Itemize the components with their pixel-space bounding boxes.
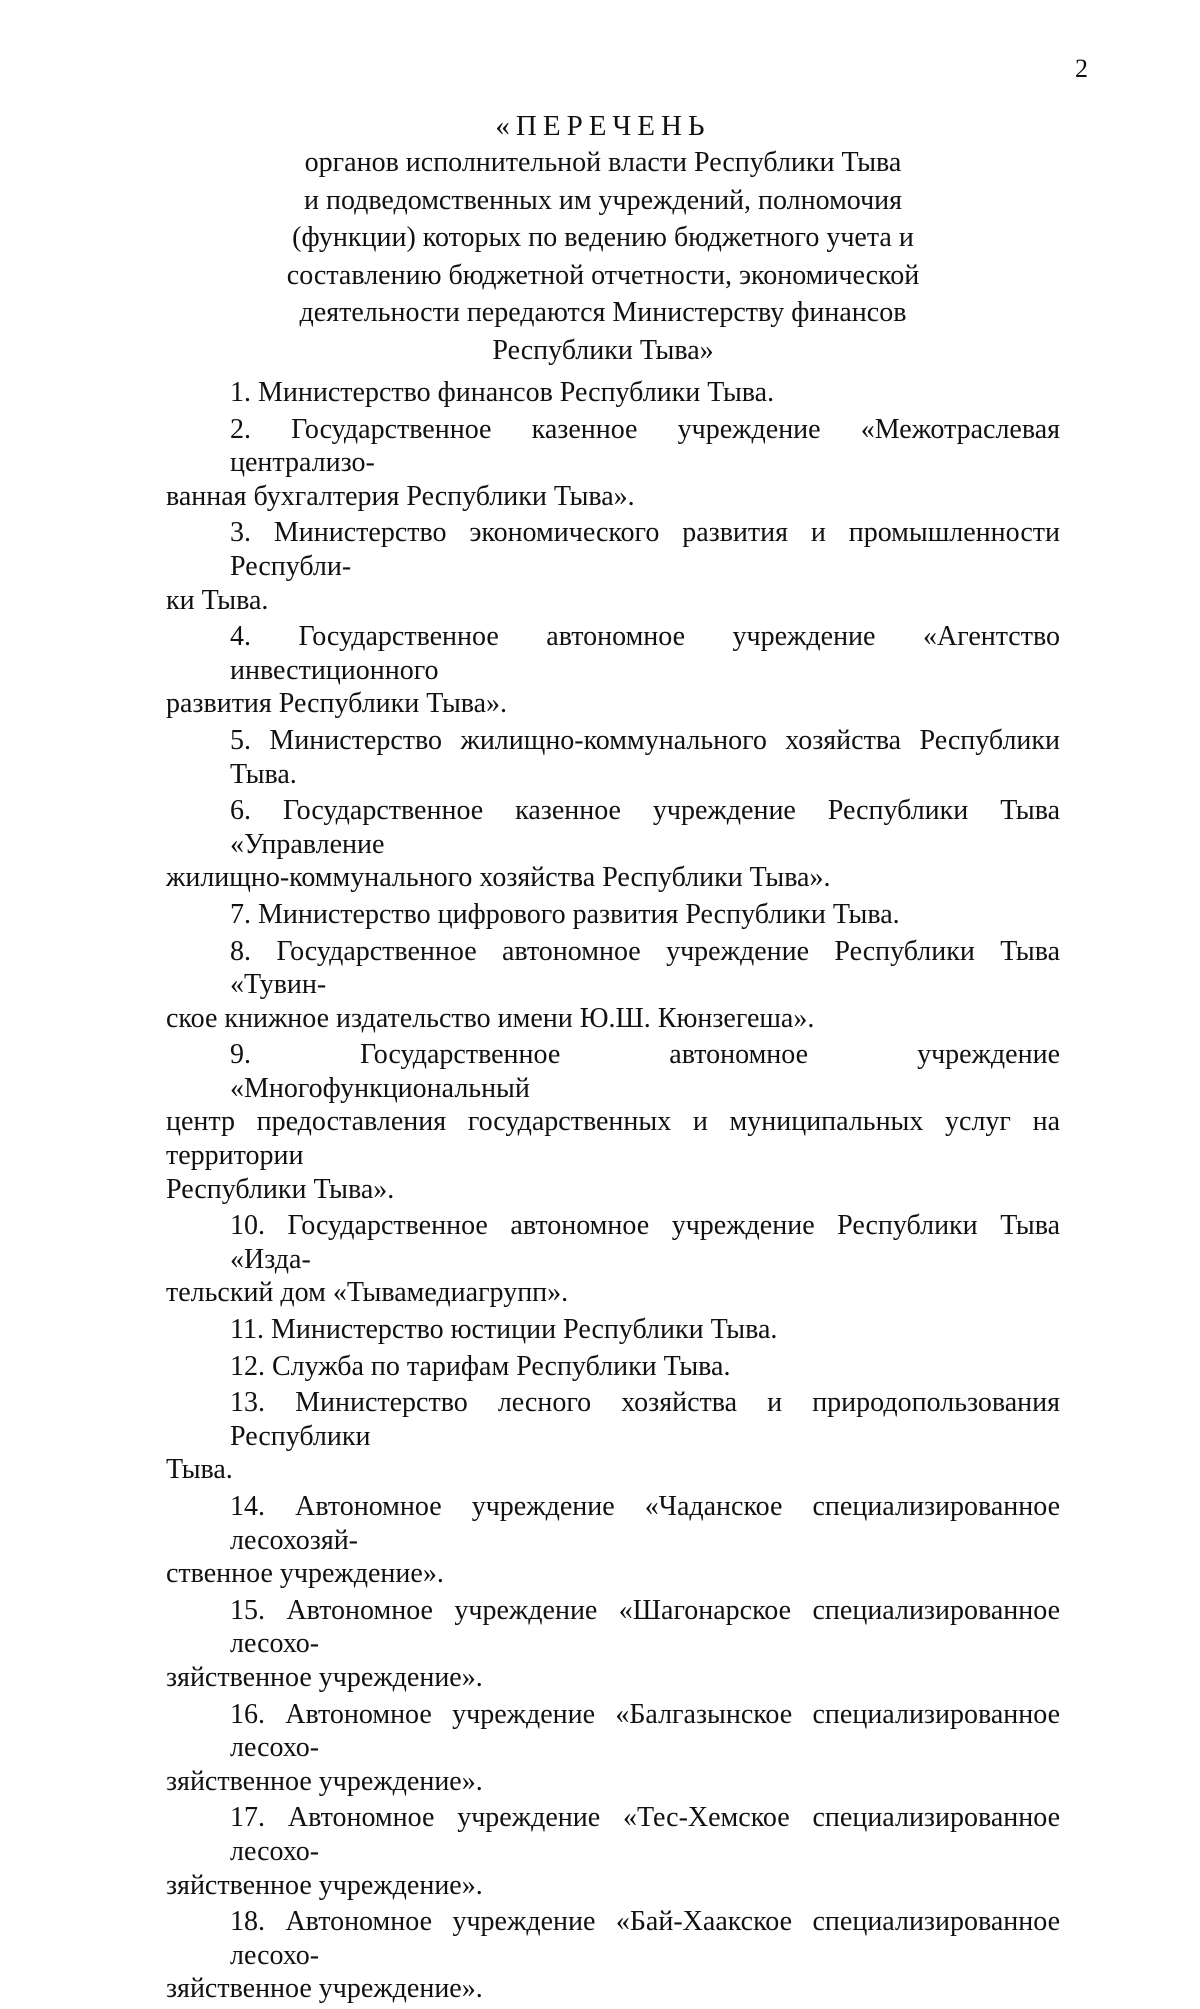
list-item bbox=[166, 898, 1060, 932]
list-item-line: 5. Министерство жилищно-коммунального хозяйства Республики Тыва. bbox=[230, 724, 1060, 790]
list-item-line: 17. Автономное учреждение «Тес-Хемское специализированное лесохо- bbox=[230, 1802, 1060, 1867]
list-item bbox=[166, 794, 1060, 895]
list-item bbox=[166, 1801, 1060, 1902]
list-item bbox=[166, 1905, 1060, 2006]
list-item bbox=[166, 1038, 1060, 1206]
list-item bbox=[166, 516, 1060, 617]
list-item-line: жилищно-коммунального хозяйства Республики Тыва». bbox=[166, 862, 831, 894]
document-subtitle bbox=[160, 144, 1046, 370]
list-item bbox=[166, 376, 1060, 410]
list-item bbox=[166, 1698, 1060, 1799]
list-item-line: 15. Автономное учреждение «Шагонарское специализированное лесохо- bbox=[230, 1594, 1060, 1660]
list-item-line: ское книжное издательство имени Ю.Ш. Кюнзегеша». bbox=[166, 1002, 815, 1034]
list-item bbox=[166, 935, 1060, 1036]
list-item bbox=[166, 1490, 1060, 1591]
list-item-line: 12. Служба по тарифам Республики Тыва. bbox=[230, 1350, 731, 1382]
list-item bbox=[166, 1209, 1060, 1310]
list-item-line: 11. Министерство юстиции Республики Тыва. bbox=[230, 1314, 778, 1346]
subtitle-line: деятельности передаются Министерству финансов bbox=[299, 297, 907, 329]
list-item-line: ки Тыва. bbox=[166, 584, 269, 616]
list-item-line: развития Республики Тыва». bbox=[166, 688, 508, 720]
list-item bbox=[166, 620, 1060, 721]
subtitle-line: органов исполнительной власти Республики Тыва bbox=[304, 147, 902, 178]
institution-list bbox=[166, 376, 1060, 2009]
subtitle-line: составлению бюджетной отчетности, экономической bbox=[286, 259, 920, 291]
list-item-line: 13. Министерство лесного хозяйства и природопользования Республики bbox=[230, 1387, 1060, 1452]
list-item bbox=[166, 1313, 1060, 1347]
list-item bbox=[166, 413, 1060, 514]
list-item-line: 8. Государственное автономное учреждение Республики Тыва «Тувин- bbox=[230, 935, 1060, 1001]
subtitle-line: (функции) которых по ведению бюджетного учета и bbox=[292, 222, 914, 254]
list-item-line: 1. Министерство финансов Республики Тыва. bbox=[230, 377, 775, 408]
list-item-line: зяйственное учреждение». bbox=[166, 1661, 483, 1693]
list-item-line: 10. Государственное автономное учреждение Республики Тыва «Изда- bbox=[230, 1210, 1060, 1275]
list-item-line: зяйственное учреждение». bbox=[166, 1869, 483, 1901]
list-item-line: 4. Государственное автономное учреждение «Агентство инвестиционного bbox=[230, 621, 1060, 686]
list-item-line: Тыва. bbox=[166, 1454, 233, 1486]
list-item-line: 2. Государственное казенное учреждение «Межотраслевая централизо- bbox=[230, 413, 1060, 479]
document-title: «ПЕРЕЧЕНЬ bbox=[495, 110, 711, 142]
list-item-line: 14. Автономное учреждение «Чаданское специализированное лесохозяй- bbox=[230, 1491, 1060, 1556]
list-item-line: зяйственное учреждение». bbox=[166, 1973, 483, 2005]
subtitle-line: и подведомственных им учреждений, полномочия bbox=[303, 184, 903, 216]
list-item-line: зяйственное учреждение». bbox=[166, 1765, 483, 1797]
list-item-line: 7. Министерство цифрового развития Республики Тыва. bbox=[230, 898, 900, 930]
list-item-line: ственное учреждение». bbox=[166, 1558, 444, 1590]
list-item-line: тельский дом «Тывамедиагрупп». bbox=[166, 1277, 569, 1309]
list-item bbox=[166, 724, 1060, 791]
list-item-line: 9. Государственное автономное учреждение «Многофункциональный bbox=[230, 1039, 1060, 1104]
list-item-line: 6. Государственное казенное учреждение Республики Тыва «Управление bbox=[230, 795, 1060, 860]
list-item bbox=[166, 1594, 1060, 1695]
list-item-line: Республики Тыва». bbox=[166, 1173, 395, 1205]
list-item-line: 18. Автономное учреждение «Бай-Хаакское специализированное лесохо- bbox=[230, 1906, 1060, 1971]
list-item bbox=[166, 1386, 1060, 1487]
list-item bbox=[166, 1350, 1060, 1384]
list-item-line: ванная бухгалтерия Республики Тыва». bbox=[166, 480, 635, 512]
title-block bbox=[160, 108, 1046, 370]
page-number: 2 bbox=[1075, 54, 1088, 83]
list-item-line: центр предоставления государственных и муниципальных услуг на территории bbox=[166, 1106, 1060, 1172]
list-item-line: 16. Автономное учреждение «Балгазынское специализированное лесохо- bbox=[230, 1698, 1060, 1764]
subtitle-line: Республики Тыва» bbox=[492, 334, 714, 366]
list-item-line: 3. Министерство экономического развития и промышленности Республи- bbox=[230, 517, 1060, 582]
